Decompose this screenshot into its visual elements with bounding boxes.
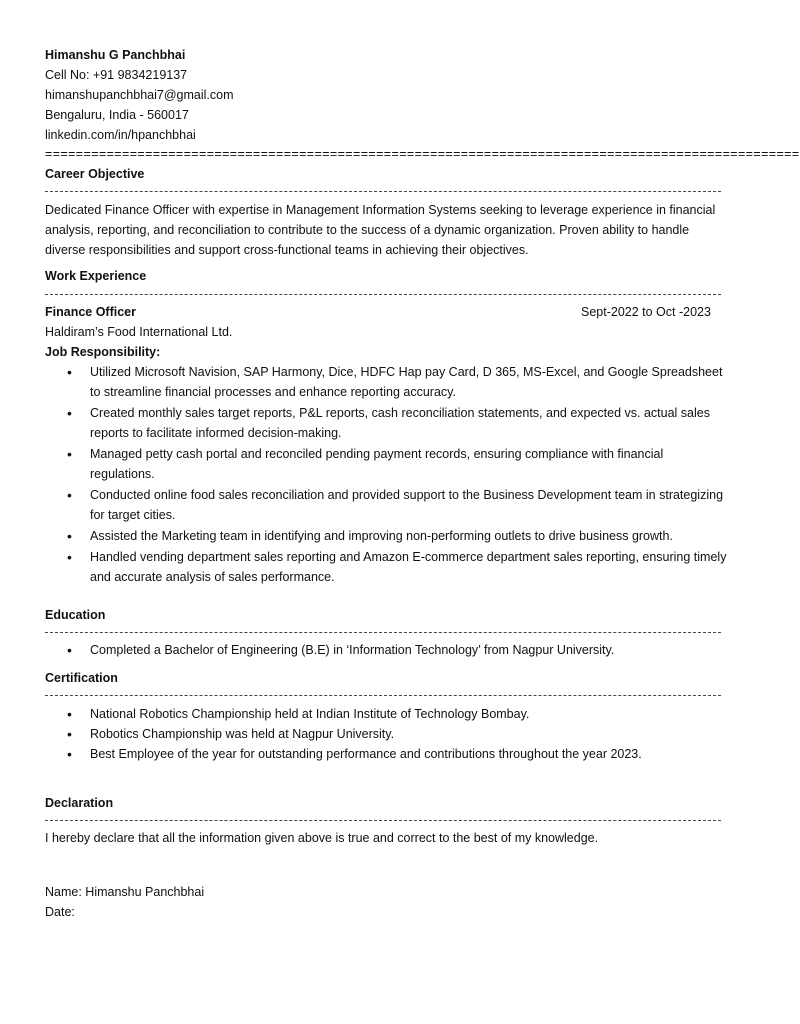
list-item: • Best Employee of the year for outstanding performance and contributions throughout the year 2023. [45,744,730,764]
declaration-text: I hereby declare that all the information given above is true and correct to the best of my knowledge. [45,831,599,845]
education-heading: Education [45,608,106,622]
career-objective-text: Dedicated Finance Officer with expertise in Management Information Systems seeking to leverage experience in financial analysis, reporting, and reconciliation to contribute to the success of a dynamic organization. Proven ability to handle diverse responsibilities and support cross-functional teams in achieving their objectives. [45,203,716,257]
certification-heading: Certification [45,671,118,685]
list-item: • Robotics Championship was held at Nagpur University. [45,724,730,744]
declaration-heading: Declaration [45,796,114,810]
career-objective-divider [45,191,721,192]
certification-divider [45,695,721,696]
list-item: • National Robotics Championship held at Indian Institute of Technology Bombay. [45,704,730,724]
declaration-divider [45,820,721,821]
list-item: • Handled vending department sales reporting and Amazon E-commerce department sales reporting, ensuring timely and accurate analysis of sales performance. [45,547,730,587]
job-responsibility-label: Job Responsibility: [45,345,161,359]
header-separator: ================================================================================================== [45,147,800,161]
signature-date: Date: [45,905,75,919]
education-list [45,640,730,660]
email-address: himanshupanchbhai7@gmail.com [45,88,234,102]
work-experience-divider [45,294,721,295]
certification-list [45,704,730,764]
job-dates: Sept-2022 to Oct -2023 [581,305,711,319]
phone-number: Cell No: +91 9834219137 [45,68,188,82]
list-item: • Assisted the Marketing team in identifying and improving non-performing outlets to drive business growth. [45,526,730,546]
linkedin-url: linkedin.com/in/hpanchbhai [45,128,196,142]
career-objective-heading: Career Objective [45,167,145,181]
signature-name: Name: Himanshu Panchbhai [45,885,205,899]
company-name: Haldiram’s Food International Ltd. [45,325,233,339]
education-divider [45,632,721,633]
responsibility-list [45,362,730,588]
job-title: Finance Officer [45,305,136,319]
location: Bengaluru, India - 560017 [45,108,189,122]
list-item: • Utilized Microsoft Navision, SAP Harmony, Dice, HDFC Hap pay Card, D 365, MS-Excel, and Google Spreadsheet to streamline financial processes and enhance reporting accuracy. [45,362,730,402]
list-item: • Created monthly sales target reports, P&L reports, cash reconciliation statements, and expected vs. actual sales reports to facilitate informed decision-making. [45,403,730,443]
list-item: • Conducted online food sales reconciliation and provided support to the Business Development team in strategizing for target cities. [45,485,730,525]
candidate-name: Himanshu G Panchbhai [45,48,186,62]
list-item: • Completed a Bachelor of Engineering (B.E) in ‘Information Technology’ from Nagpur University. [45,640,730,660]
list-item: • Managed petty cash portal and reconciled pending payment records, ensuring compliance with financial regulations. [45,444,730,484]
contact-block [45,45,725,145]
work-experience-heading: Work Experience [45,269,147,283]
